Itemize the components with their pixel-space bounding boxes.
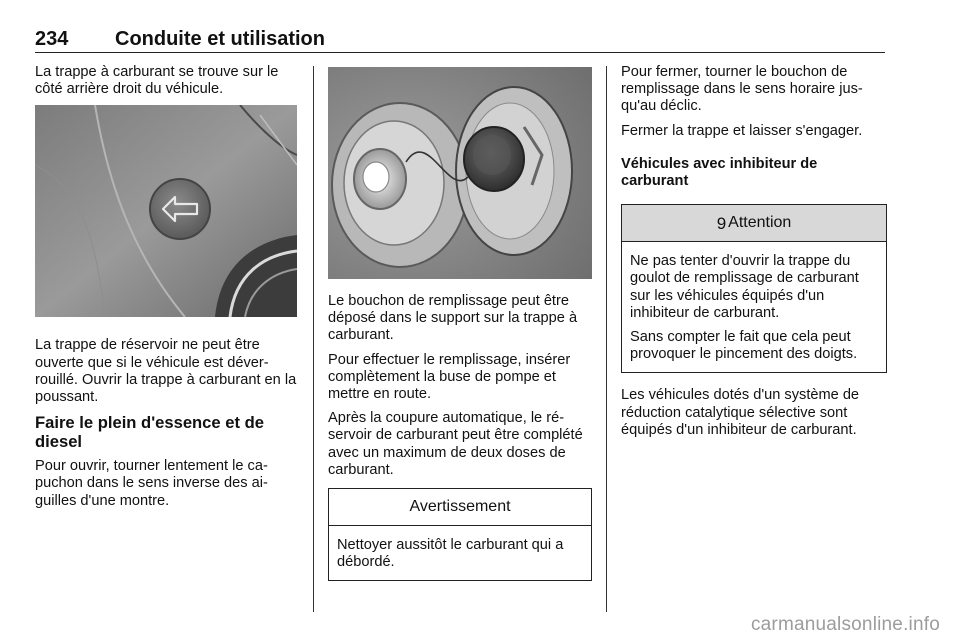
- close-flap-paragraph: Fermer la trappe et laisser s'engager.: [621, 122, 863, 139]
- section-heading-refuel: Faire le plein d'essence et de diesel: [35, 413, 264, 452]
- subheading-fuel-inhibitor: Véhicules avec inhibiteur de carburant: [621, 155, 818, 190]
- notice-box: [328, 488, 592, 581]
- fuel-flap-location-illustration: [35, 105, 297, 317]
- column-right: [621, 64, 887, 446]
- column-divider: [606, 66, 607, 612]
- caution-text-1: Ne pas tenter d'ouvrir la trappe du goulot de remplissage de carburant sur les véhicules équipés d'un inhibiteur de carburant.: [630, 253, 859, 321]
- auto-cutoff-paragraph: Après la coupure automatique, le réservoir de carburant peut être complété avec un maximum de deux doses de carburant.: [328, 410, 583, 478]
- nozzle-paragraph: Pour effectuer le remplissage, insérer complètement la buse de pompe et mettre en route.: [328, 351, 571, 403]
- column-left: [35, 64, 297, 517]
- chapter-title: Conduite et utilisation: [115, 28, 325, 50]
- column-divider: [313, 66, 314, 612]
- notice-text: Nettoyer aussitôt le carburant qui a débordé.: [337, 537, 564, 571]
- cap-holder-paragraph: Le bouchon de remplissage peut être déposé dans le support sur la trappe à carburant.: [328, 293, 578, 344]
- intro-paragraph: La trappe à carburant se trouve sur le côté arrière droit du véhicule.: [35, 64, 279, 98]
- caution-text-2: Sans compter le fait que cela peut provoquer le pincement des doigts.: [630, 329, 858, 363]
- caution-header: [622, 205, 886, 242]
- open-cap-paragraph: Pour ouvrir, tourner lentement le capuchon dans le sens inverse des aiguilles d'une montre.: [35, 458, 268, 509]
- lock-note-paragraph: La trappe de réservoir ne peut être ouverte que si le véhicule est déverrouillé. Ouvrir la trappe à carburant en la poussant.: [35, 337, 297, 406]
- column-middle: [328, 64, 592, 595]
- watermark: carmanualsonline.info: [750, 614, 940, 635]
- notice-title: Avertissement: [329, 489, 591, 526]
- close-cap-paragraph: Pour fermer, tourner le bouchon de remplissage dans le sens horaire jusqu'au déclic.: [621, 64, 863, 115]
- caution-title: Attention: [728, 214, 792, 232]
- warning-triangle-icon: 9: [716, 213, 727, 233]
- fuel-cap-holder-illustration: [328, 67, 592, 279]
- scr-note-paragraph: Les véhicules dotés d'un système de réduction catalytique sélective sont équipés d'un inhibiteur de carburant.: [621, 387, 860, 438]
- caution-box: [621, 204, 887, 373]
- page-number: 234: [35, 28, 69, 50]
- page-header: [35, 28, 885, 53]
